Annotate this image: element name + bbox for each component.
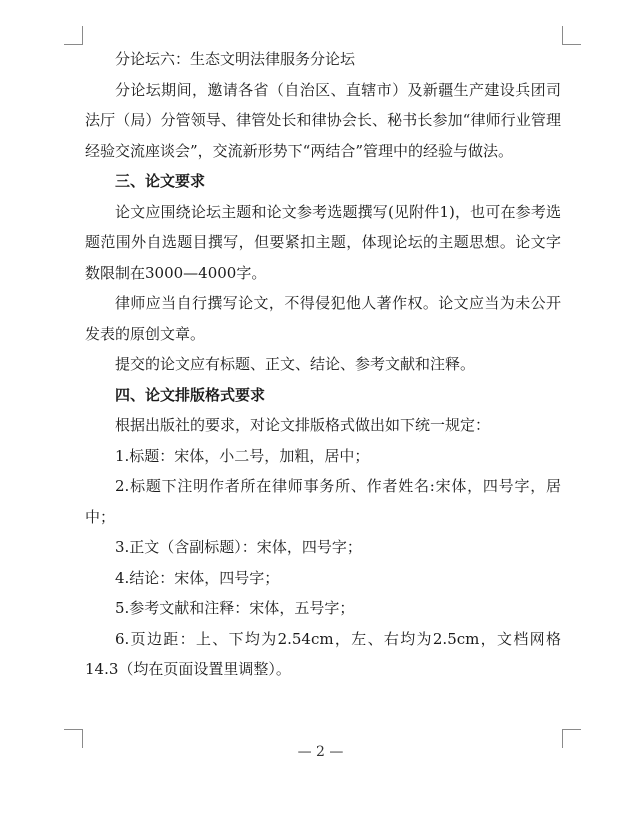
page-number: — 2 — bbox=[297, 744, 344, 760]
section-heading-format-requirements: 四、论文排版格式要求 bbox=[115, 385, 266, 404]
list-item-conclusion-format: 4.结论：宋体，四号字； bbox=[115, 568, 280, 587]
list-item-author-format: 2.标题下注明作者所在律师事务所、作者姓名:宋体，四号字，居中； bbox=[85, 477, 561, 526]
paragraph-paper-parts: 提交的论文应有标题、正文、结论、参考文献和注释。 bbox=[115, 355, 476, 373]
crop-mark-top-right bbox=[562, 26, 581, 45]
paragraph-forum-six: 分论坛六：生态文明法律服务分论坛 bbox=[115, 50, 356, 68]
list-item-title-format: 1.标题：宋体，小二号，加粗，居中； bbox=[115, 446, 370, 465]
list-item-body-format: 3.正文（含副标题）：宋体，四号字； bbox=[115, 538, 362, 556]
paragraph-paper-topic: 论文应围绕论坛主题和论文参考选题撰写(见附件1)，也可在参考选题范围外自选题目撰写，但要紧扣主题，体现论坛的主题思想。论文字数限制在3000—4000字。 bbox=[85, 202, 561, 282]
list-item-references-format: 5.参考文献和注释：宋体，五号字； bbox=[115, 599, 355, 617]
list-item-margin-format: 6.页边距：上、下均为2.54cm，左、右均为2.5cm，文档网格14.3（均在页面设置里调整）。 bbox=[85, 629, 561, 678]
paragraph-format-intro: 根据出版社的要求，对论文排版格式做出如下统一规定： bbox=[115, 416, 491, 434]
paragraph-originality: 律师应当自行撰写论文，不得侵犯他人著作权。论文应当为未公开发表的原创文章。 bbox=[85, 294, 561, 343]
paragraph-forum-period: 分论坛期间，邀请各省（自治区、直辖市）及新疆生产建设兵团司法厅（局）分管领导、律管处长和律协会长、秘书长参加“律师行业管理经验交流座谈会”，交流新形势下“两结合”管理中的经验与做法。 bbox=[85, 80, 561, 160]
document-body bbox=[85, 44, 561, 685]
section-heading-paper-requirements: 三、论文要求 bbox=[115, 172, 206, 190]
crop-mark-top-left bbox=[64, 26, 83, 45]
